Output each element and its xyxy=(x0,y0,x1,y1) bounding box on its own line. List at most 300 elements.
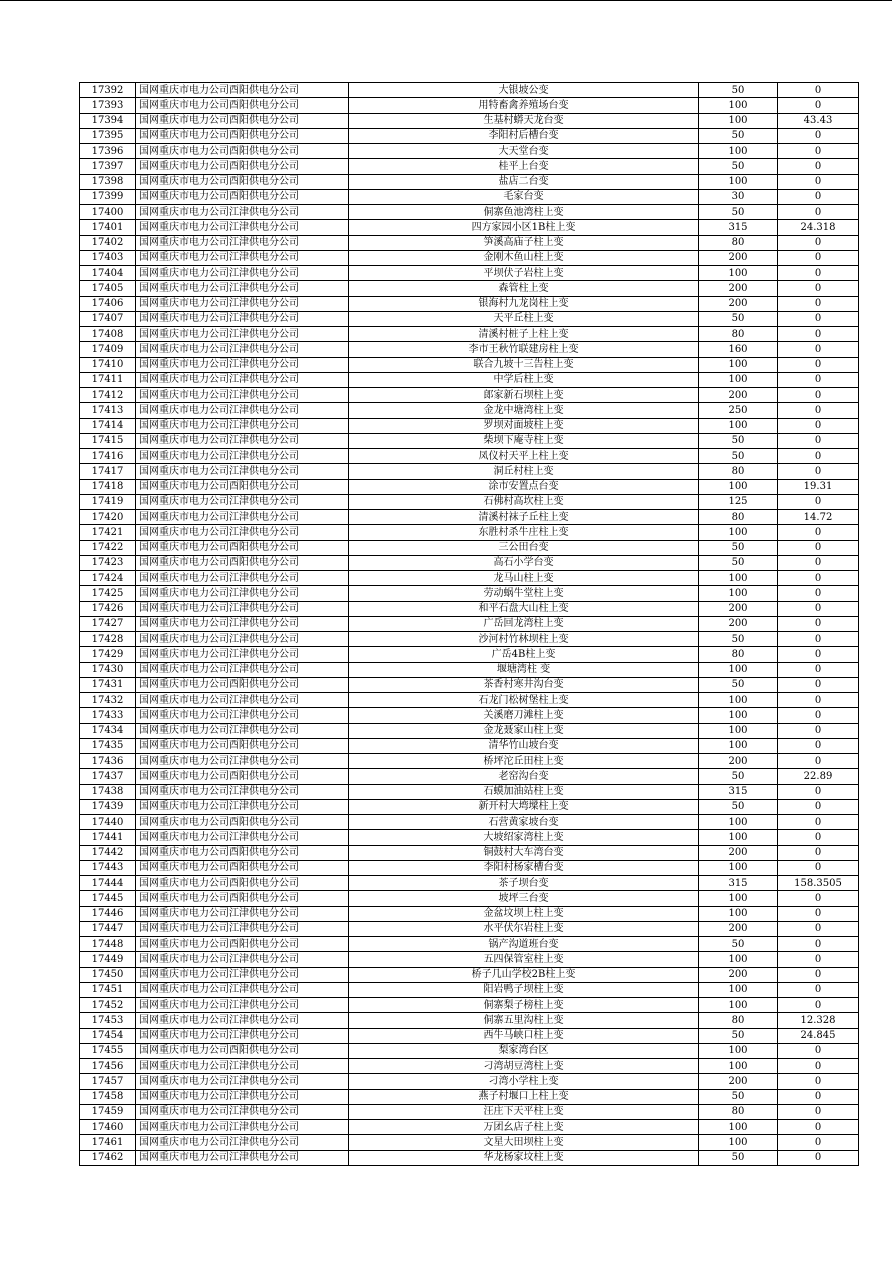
company-name-cell: 国网重庆市电力公司江津供电分公司 xyxy=(136,510,349,525)
row-id-cell: 17432 xyxy=(80,693,136,708)
capacity-cell: 50 xyxy=(699,1150,778,1165)
row-id-cell: 17393 xyxy=(80,98,136,113)
transformer-name-cell: 广岳4B柱上变 xyxy=(349,647,699,662)
table-row xyxy=(80,632,859,647)
row-id-cell: 17422 xyxy=(80,540,136,555)
company-name-cell: 国网重庆市电力公司江津供电分公司 xyxy=(136,327,349,342)
table-row xyxy=(80,235,859,250)
table-row xyxy=(80,433,859,448)
value-cell: 0 xyxy=(778,433,859,448)
transformer-name-cell: 华龙杨家坟柱上变 xyxy=(349,1150,699,1165)
table-row xyxy=(80,998,859,1013)
transformer-name-cell: 和平石盘大山柱上变 xyxy=(349,601,699,616)
company-name-cell: 国网重庆市电力公司酉阳供电分公司 xyxy=(136,769,349,784)
transformer-name-cell: 三公田台变 xyxy=(349,540,699,555)
capacity-cell: 50 xyxy=(699,937,778,952)
transformer-name-cell: 金龙聂家山柱上变 xyxy=(349,723,699,738)
row-id-cell: 17447 xyxy=(80,921,136,936)
value-cell: 0 xyxy=(778,1150,859,1165)
row-id-cell: 17462 xyxy=(80,1150,136,1165)
value-cell: 0 xyxy=(778,174,859,189)
capacity-cell: 100 xyxy=(699,113,778,128)
table-row xyxy=(80,1104,859,1119)
transformer-name-cell: 大坡绍家湾柱上变 xyxy=(349,830,699,845)
company-name-cell: 国网重庆市电力公司酉阳供电分公司 xyxy=(136,189,349,204)
capacity-cell: 100 xyxy=(699,586,778,601)
row-id-cell: 17446 xyxy=(80,906,136,921)
transformer-name-cell: 郎家新石坝柱上变 xyxy=(349,388,699,403)
company-name-cell: 国网重庆市电力公司江津供电分公司 xyxy=(136,281,349,296)
company-name-cell: 国网重庆市电力公司酉阳供电分公司 xyxy=(136,113,349,128)
capacity-cell: 80 xyxy=(699,1104,778,1119)
table-row xyxy=(80,723,859,738)
value-cell: 0 xyxy=(778,998,859,1013)
transformer-table xyxy=(79,82,859,1166)
capacity-cell: 100 xyxy=(699,1120,778,1135)
value-cell: 0 xyxy=(778,205,859,220)
company-name-cell: 国网重庆市电力公司江津供电分公司 xyxy=(136,1104,349,1119)
value-cell: 0 xyxy=(778,296,859,311)
capacity-cell: 100 xyxy=(699,815,778,830)
value-cell: 12.328 xyxy=(778,1013,859,1028)
row-id-cell: 17427 xyxy=(80,616,136,631)
row-id-cell: 17439 xyxy=(80,799,136,814)
value-cell: 0 xyxy=(778,571,859,586)
table-row xyxy=(80,372,859,387)
row-id-cell: 17405 xyxy=(80,281,136,296)
value-cell: 0 xyxy=(778,357,859,372)
row-id-cell: 17423 xyxy=(80,555,136,570)
company-name-cell: 国网重庆市电力公司酉阳供电分公司 xyxy=(136,98,349,113)
capacity-cell: 50 xyxy=(699,83,778,98)
value-cell: 0 xyxy=(778,327,859,342)
transformer-name-cell: 金盆坟坝上柱上变 xyxy=(349,906,699,921)
table-row xyxy=(80,1135,859,1150)
table-row xyxy=(80,1028,859,1043)
value-cell: 0 xyxy=(778,525,859,540)
row-id-cell: 17402 xyxy=(80,235,136,250)
value-cell: 0 xyxy=(778,830,859,845)
company-name-cell: 国网重庆市电力公司酉阳供电分公司 xyxy=(136,738,349,753)
value-cell: 24.318 xyxy=(778,220,859,235)
capacity-cell: 30 xyxy=(699,189,778,204)
row-id-cell: 17415 xyxy=(80,433,136,448)
company-name-cell: 国网重庆市电力公司江津供电分公司 xyxy=(136,754,349,769)
row-id-cell: 17414 xyxy=(80,418,136,433)
table-row xyxy=(80,891,859,906)
company-name-cell: 国网重庆市电力公司酉阳供电分公司 xyxy=(136,144,349,159)
company-name-cell: 国网重庆市电力公司江津供电分公司 xyxy=(136,830,349,845)
company-name-cell: 国网重庆市电力公司江津供电分公司 xyxy=(136,403,349,418)
row-id-cell: 17455 xyxy=(80,1043,136,1058)
row-id-cell: 17454 xyxy=(80,1028,136,1043)
row-id-cell: 17403 xyxy=(80,250,136,265)
capacity-cell: 50 xyxy=(699,1089,778,1104)
company-name-cell: 国网重庆市电力公司酉阳供电分公司 xyxy=(136,174,349,189)
company-name-cell: 国网重庆市电力公司酉阳供电分公司 xyxy=(136,860,349,875)
row-id-cell: 17460 xyxy=(80,1120,136,1135)
transformer-name-cell: 侗寨梨子榜柱上变 xyxy=(349,998,699,1013)
row-id-cell: 17456 xyxy=(80,1059,136,1074)
transformer-name-cell: 堰塘湾柱 变 xyxy=(349,662,699,677)
table-row xyxy=(80,982,859,997)
table-row xyxy=(80,540,859,555)
value-cell: 0 xyxy=(778,449,859,464)
value-cell: 0 xyxy=(778,815,859,830)
capacity-cell: 50 xyxy=(699,433,778,448)
value-cell: 0 xyxy=(778,921,859,936)
transformer-name-cell: 清溪村袜子丘柱上变 xyxy=(349,510,699,525)
row-id-cell: 17397 xyxy=(80,159,136,174)
company-name-cell: 国网重庆市电力公司酉阳供电分公司 xyxy=(136,540,349,555)
transformer-name-cell: 老窑沟台变 xyxy=(349,769,699,784)
capacity-cell: 100 xyxy=(699,738,778,753)
value-cell: 0 xyxy=(778,494,859,509)
transformer-name-cell: 坡坪三台变 xyxy=(349,891,699,906)
transformer-name-cell: 新开村大塆墚柱上变 xyxy=(349,799,699,814)
company-name-cell: 国网重庆市电力公司江津供电分公司 xyxy=(136,494,349,509)
value-cell: 0 xyxy=(778,342,859,357)
transformer-name-cell: 侗寨鱼池湾柱上变 xyxy=(349,205,699,220)
transformer-name-cell: 梨家湾台区 xyxy=(349,1043,699,1058)
transformer-name-cell: 汪庄下天平柱上变 xyxy=(349,1104,699,1119)
table-row xyxy=(80,159,859,174)
value-cell: 19.31 xyxy=(778,479,859,494)
row-id-cell: 17440 xyxy=(80,815,136,830)
capacity-cell: 100 xyxy=(699,708,778,723)
capacity-cell: 100 xyxy=(699,906,778,921)
company-name-cell: 国网重庆市电力公司江津供电分公司 xyxy=(136,586,349,601)
value-cell: 0 xyxy=(778,144,859,159)
table-row xyxy=(80,967,859,982)
value-cell: 0 xyxy=(778,555,859,570)
row-id-cell: 17408 xyxy=(80,327,136,342)
capacity-cell: 100 xyxy=(699,571,778,586)
company-name-cell: 国网重庆市电力公司江津供电分公司 xyxy=(136,1013,349,1028)
table-row xyxy=(80,571,859,586)
company-name-cell: 国网重庆市电力公司酉阳供电分公司 xyxy=(136,845,349,860)
row-id-cell: 17429 xyxy=(80,647,136,662)
row-id-cell: 17428 xyxy=(80,632,136,647)
row-id-cell: 17441 xyxy=(80,830,136,845)
row-id-cell: 17452 xyxy=(80,998,136,1013)
transformer-name-cell: 四方家园小区1B柱上变 xyxy=(349,220,699,235)
transformer-name-cell: 联合九坡十三告柱上变 xyxy=(349,357,699,372)
value-cell: 0 xyxy=(778,388,859,403)
company-name-cell: 国网重庆市电力公司江津供电分公司 xyxy=(136,693,349,708)
table-row xyxy=(80,510,859,525)
row-id-cell: 17448 xyxy=(80,937,136,952)
company-name-cell: 国网重庆市电力公司酉阳供电分公司 xyxy=(136,555,349,570)
capacity-cell: 100 xyxy=(699,479,778,494)
company-name-cell: 国网重庆市电力公司江津供电分公司 xyxy=(136,205,349,220)
row-id-cell: 17396 xyxy=(80,144,136,159)
capacity-cell: 100 xyxy=(699,662,778,677)
row-id-cell: 17401 xyxy=(80,220,136,235)
transformer-name-cell: 天平丘柱上变 xyxy=(349,311,699,326)
row-id-cell: 17449 xyxy=(80,952,136,967)
table-body xyxy=(80,83,859,1166)
capacity-cell: 100 xyxy=(699,982,778,997)
table-row xyxy=(80,616,859,631)
table-row xyxy=(80,601,859,616)
company-name-cell: 国网重庆市电力公司江津供电分公司 xyxy=(136,921,349,936)
company-name-cell: 国网重庆市电力公司江津供电分公司 xyxy=(136,662,349,677)
capacity-cell: 100 xyxy=(699,830,778,845)
transformer-name-cell: 东胜村杀牛庄柱上变 xyxy=(349,525,699,540)
table-row xyxy=(80,952,859,967)
transformer-name-cell: 铜鼓村大车湾台变 xyxy=(349,845,699,860)
value-cell: 0 xyxy=(778,738,859,753)
company-name-cell: 国网重庆市电力公司江津供电分公司 xyxy=(136,1089,349,1104)
capacity-cell: 80 xyxy=(699,235,778,250)
row-id-cell: 17416 xyxy=(80,449,136,464)
capacity-cell: 80 xyxy=(699,464,778,479)
row-id-cell: 17406 xyxy=(80,296,136,311)
table-row xyxy=(80,342,859,357)
value-cell: 0 xyxy=(778,1135,859,1150)
table-row xyxy=(80,449,859,464)
row-id-cell: 17419 xyxy=(80,494,136,509)
transformer-name-cell: 毛家台变 xyxy=(349,189,699,204)
company-name-cell: 国网重庆市电力公司江津供电分公司 xyxy=(136,418,349,433)
value-cell: 0 xyxy=(778,418,859,433)
capacity-cell: 80 xyxy=(699,1013,778,1028)
company-name-cell: 国网重庆市电力公司江津供电分公司 xyxy=(136,235,349,250)
table-row xyxy=(80,479,859,494)
transformer-name-cell: 清溪村桩子上柱上变 xyxy=(349,327,699,342)
table-row xyxy=(80,113,859,128)
capacity-cell: 100 xyxy=(699,1043,778,1058)
company-name-cell: 国网重庆市电力公司江津供电分公司 xyxy=(136,342,349,357)
value-cell: 0 xyxy=(778,128,859,143)
value-cell: 0 xyxy=(778,754,859,769)
table-row xyxy=(80,174,859,189)
row-id-cell: 17450 xyxy=(80,967,136,982)
value-cell: 0 xyxy=(778,83,859,98)
capacity-cell: 315 xyxy=(699,220,778,235)
company-name-cell: 国网重庆市电力公司酉阳供电分公司 xyxy=(136,1043,349,1058)
company-name-cell: 国网重庆市电力公司江津供电分公司 xyxy=(136,967,349,982)
capacity-cell: 200 xyxy=(699,754,778,769)
capacity-cell: 50 xyxy=(699,555,778,570)
value-cell: 0 xyxy=(778,372,859,387)
transformer-name-cell: 阳岩鸭子坝柱上变 xyxy=(349,982,699,997)
row-id-cell: 17438 xyxy=(80,784,136,799)
capacity-cell: 80 xyxy=(699,647,778,662)
company-name-cell: 国网重庆市电力公司江津供电分公司 xyxy=(136,799,349,814)
value-cell: 0 xyxy=(778,799,859,814)
value-cell: 0 xyxy=(778,937,859,952)
table-row xyxy=(80,83,859,98)
table-row xyxy=(80,388,859,403)
row-id-cell: 17443 xyxy=(80,860,136,875)
capacity-cell: 100 xyxy=(699,891,778,906)
value-cell: 0 xyxy=(778,693,859,708)
value-cell: 0 xyxy=(778,784,859,799)
value-cell: 0 xyxy=(778,235,859,250)
value-cell: 0 xyxy=(778,540,859,555)
table-row xyxy=(80,525,859,540)
transformer-name-cell: 涂市安置点台变 xyxy=(349,479,699,494)
table-row xyxy=(80,418,859,433)
value-cell: 24.845 xyxy=(778,1028,859,1043)
row-id-cell: 17436 xyxy=(80,754,136,769)
company-name-cell: 国网重庆市电力公司江津供电分公司 xyxy=(136,357,349,372)
capacity-cell: 50 xyxy=(699,632,778,647)
company-name-cell: 国网重庆市电力公司江津供电分公司 xyxy=(136,220,349,235)
row-id-cell: 17430 xyxy=(80,662,136,677)
transformer-name-cell: 石蟆加油站柱上变 xyxy=(349,784,699,799)
table-row xyxy=(80,128,859,143)
transformer-name-cell: 李阳村杨家槽台变 xyxy=(349,860,699,875)
row-id-cell: 17431 xyxy=(80,677,136,692)
row-id-cell: 17437 xyxy=(80,769,136,784)
table-row xyxy=(80,845,859,860)
capacity-cell: 200 xyxy=(699,388,778,403)
row-id-cell: 17395 xyxy=(80,128,136,143)
value-cell: 0 xyxy=(778,708,859,723)
row-id-cell: 17451 xyxy=(80,982,136,997)
table-row xyxy=(80,784,859,799)
capacity-cell: 250 xyxy=(699,403,778,418)
value-cell: 0 xyxy=(778,1043,859,1058)
company-name-cell: 国网重庆市电力公司江津供电分公司 xyxy=(136,723,349,738)
transformer-name-cell: 清华竹山坡台变 xyxy=(349,738,699,753)
value-cell: 0 xyxy=(778,311,859,326)
company-name-cell: 国网重庆市电力公司江津供电分公司 xyxy=(136,998,349,1013)
capacity-cell: 100 xyxy=(699,525,778,540)
value-cell: 0 xyxy=(778,891,859,906)
row-id-cell: 17394 xyxy=(80,113,136,128)
transformer-name-cell: 金刚木鱼山柱上变 xyxy=(349,250,699,265)
company-name-cell: 国网重庆市电力公司江津供电分公司 xyxy=(136,311,349,326)
company-name-cell: 国网重庆市电力公司江津供电分公司 xyxy=(136,266,349,281)
table-row xyxy=(80,754,859,769)
capacity-cell: 200 xyxy=(699,616,778,631)
table-row xyxy=(80,357,859,372)
table-row xyxy=(80,693,859,708)
transformer-name-cell: 刁湾胡豆湾柱上变 xyxy=(349,1059,699,1074)
company-name-cell: 国网重庆市电力公司江津供电分公司 xyxy=(136,464,349,479)
value-cell: 0 xyxy=(778,952,859,967)
capacity-cell: 100 xyxy=(699,1135,778,1150)
company-name-cell: 国网重庆市电力公司酉阳供电分公司 xyxy=(136,937,349,952)
capacity-cell: 200 xyxy=(699,296,778,311)
company-name-cell: 国网重庆市电力公司江津供电分公司 xyxy=(136,250,349,265)
transformer-name-cell: 桂平上台变 xyxy=(349,159,699,174)
transformer-name-cell: 李阳村后槽台变 xyxy=(349,128,699,143)
table-row xyxy=(80,738,859,753)
row-id-cell: 17424 xyxy=(80,571,136,586)
capacity-cell: 100 xyxy=(699,1059,778,1074)
table-row xyxy=(80,677,859,692)
company-name-cell: 国网重庆市电力公司江津供电分公司 xyxy=(136,296,349,311)
company-name-cell: 国网重庆市电力公司江津供电分公司 xyxy=(136,906,349,921)
capacity-cell: 200 xyxy=(699,845,778,860)
transformer-name-cell: 桥坪沱丘田柱上变 xyxy=(349,754,699,769)
capacity-cell: 200 xyxy=(699,1074,778,1089)
table-row xyxy=(80,876,859,891)
table-row xyxy=(80,830,859,845)
value-cell: 0 xyxy=(778,662,859,677)
company-name-cell: 国网重庆市电力公司江津供电分公司 xyxy=(136,982,349,997)
capacity-cell: 50 xyxy=(699,769,778,784)
transformer-name-cell: 锅产沟道班台变 xyxy=(349,937,699,952)
transformer-name-cell: 西牛马峡口柱上变 xyxy=(349,1028,699,1043)
row-id-cell: 17458 xyxy=(80,1089,136,1104)
capacity-cell: 50 xyxy=(699,205,778,220)
company-name-cell: 国网重庆市电力公司江津供电分公司 xyxy=(136,1059,349,1074)
transformer-name-cell: 石佛村高坎柱上变 xyxy=(349,494,699,509)
table-row xyxy=(80,937,859,952)
value-cell: 14.72 xyxy=(778,510,859,525)
table-row xyxy=(80,296,859,311)
value-cell: 22.89 xyxy=(778,769,859,784)
capacity-cell: 50 xyxy=(699,1028,778,1043)
transformer-name-cell: 广岳回龙湾柱上变 xyxy=(349,616,699,631)
value-cell: 0 xyxy=(778,464,859,479)
transformer-name-cell: 平坝伏子岩柱上变 xyxy=(349,266,699,281)
row-id-cell: 17413 xyxy=(80,403,136,418)
company-name-cell: 国网重庆市电力公司江津供电分公司 xyxy=(136,952,349,967)
company-name-cell: 国网重庆市电力公司江津供电分公司 xyxy=(136,616,349,631)
row-id-cell: 17433 xyxy=(80,708,136,723)
transformer-name-cell: 五四保管室柱上变 xyxy=(349,952,699,967)
company-name-cell: 国网重庆市电力公司酉阳供电分公司 xyxy=(136,891,349,906)
capacity-cell: 50 xyxy=(699,311,778,326)
transformer-name-cell: 笋溪高庙子柱上变 xyxy=(349,235,699,250)
transformer-name-cell: 刁湾小学柱上变 xyxy=(349,1074,699,1089)
transformer-name-cell: 燕子村堰口上柱上变 xyxy=(349,1089,699,1104)
value-cell: 0 xyxy=(778,1120,859,1135)
value-cell: 0 xyxy=(778,586,859,601)
company-name-cell: 国网重庆市电力公司江津供电分公司 xyxy=(136,1074,349,1089)
transformer-name-cell: 用特畜禽养殖场台变 xyxy=(349,98,699,113)
transformer-name-cell: 大银坡公变 xyxy=(349,83,699,98)
row-id-cell: 17412 xyxy=(80,388,136,403)
table-row xyxy=(80,250,859,265)
capacity-cell: 200 xyxy=(699,601,778,616)
transformer-name-cell: 龙马山柱上变 xyxy=(349,571,699,586)
row-id-cell: 17400 xyxy=(80,205,136,220)
value-cell: 0 xyxy=(778,632,859,647)
transformer-name-cell: 关溪磨刀滩柱上变 xyxy=(349,708,699,723)
company-name-cell: 国网重庆市电力公司江津供电分公司 xyxy=(136,372,349,387)
page-top-border xyxy=(0,0,892,1)
company-name-cell: 国网重庆市电力公司酉阳供电分公司 xyxy=(136,128,349,143)
table-row xyxy=(80,266,859,281)
value-cell: 0 xyxy=(778,189,859,204)
value-cell: 0 xyxy=(778,98,859,113)
capacity-cell: 160 xyxy=(699,342,778,357)
table-row xyxy=(80,205,859,220)
capacity-cell: 200 xyxy=(699,967,778,982)
table-row xyxy=(80,662,859,677)
capacity-cell: 100 xyxy=(699,418,778,433)
table-row xyxy=(80,189,859,204)
company-name-cell: 国网重庆市电力公司江津供电分公司 xyxy=(136,647,349,662)
company-name-cell: 国网重庆市电力公司江津供电分公司 xyxy=(136,433,349,448)
capacity-cell: 100 xyxy=(699,144,778,159)
row-id-cell: 17418 xyxy=(80,479,136,494)
capacity-cell: 100 xyxy=(699,860,778,875)
table-row xyxy=(80,494,859,509)
table-row xyxy=(80,921,859,936)
value-cell: 0 xyxy=(778,906,859,921)
transformer-name-cell: 李市王秋竹联建房柱上变 xyxy=(349,342,699,357)
capacity-cell: 125 xyxy=(699,494,778,509)
